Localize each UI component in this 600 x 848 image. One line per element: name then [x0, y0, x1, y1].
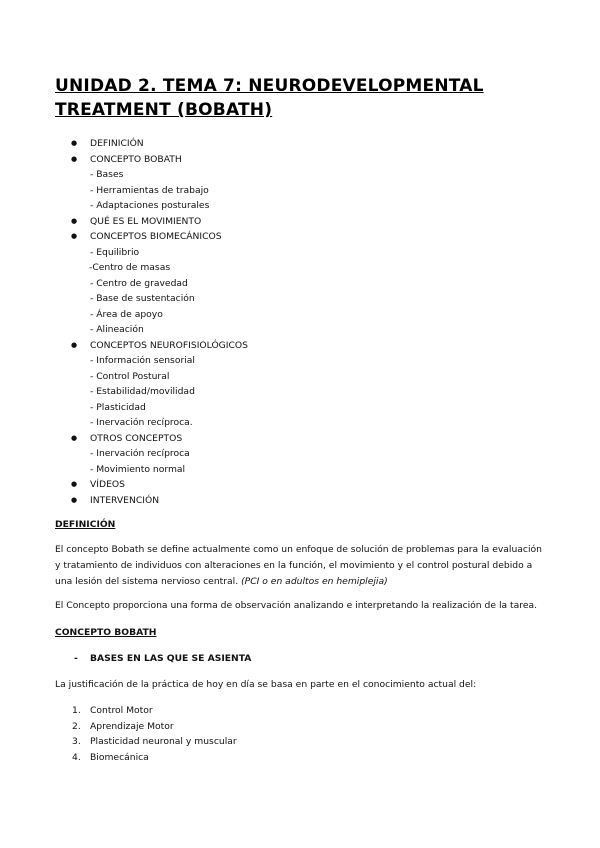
toc-sub-item: - Herramientas de trabajo	[90, 184, 209, 196]
list-item-text: Biomecánica	[90, 751, 149, 763]
toc-sub-item: - Control Postural	[90, 370, 170, 382]
toc-sub-item: - Área de apoyo	[90, 308, 163, 320]
list-item-number: 2.	[72, 720, 81, 732]
concepto-paragraph: El Concepto proporciona una forma de observación analizando e interpretando la realización de la tarea.	[55, 600, 538, 611]
toc-sub-item: -Centro de masas	[89, 262, 171, 273]
list-item	[0, 750, 237, 766]
definicion-italic-note: (PCI o en adultos en hemiplejia)	[241, 576, 388, 587]
definicion-paragraph	[55, 542, 545, 590]
list-item-text: Aprendizaje Motor	[90, 720, 174, 732]
toc-sub-item: - Adaptaciones posturales	[90, 200, 210, 211]
toc-bullet-item: ● CONCEPTOS BIOMECÁNICOS	[0, 229, 248, 245]
subheading-bases-text: BASES EN LAS QUE SE ASIENTA	[90, 653, 252, 664]
table-of-contents	[0, 136, 248, 508]
toc-bullet-item: ● CONCEPTOS NEUROFISIOLÓGICOS	[0, 338, 248, 354]
toc-sub-item: - Alineación	[90, 324, 144, 335]
list-item	[0, 719, 237, 735]
bases-intro-paragraph: La justificación de la práctica de hoy en día se basa en parte en el conocimiento actual del:	[55, 679, 477, 690]
toc-sub-item: - Centro de gravedad	[90, 277, 188, 289]
list-item-number: 4.	[72, 751, 81, 763]
toc-sub-item: - Plasticidad	[90, 401, 146, 413]
toc-sub-item: - Equilibrio	[90, 246, 140, 258]
list-item	[0, 734, 237, 750]
subheading-bases	[55, 652, 251, 666]
numbered-list	[0, 703, 237, 765]
toc-sub-item: - Bases	[90, 169, 124, 180]
toc-sub-item: - Inervación recíproca	[90, 448, 190, 459]
section-heading-definicion: DEFINICIÓN	[55, 519, 116, 530]
toc-bullet-item: ● OTROS CONCEPTOS	[0, 431, 248, 447]
toc-bullet-item: ● INTERVENCIÓN	[0, 493, 248, 509]
toc-bullet-item: ● DEFINICIÓN	[0, 136, 248, 152]
toc-sub-item: - Estabilidad/movilidad	[90, 386, 195, 397]
toc-bullet-item: ● VÍDEOS	[0, 477, 248, 493]
toc-sub-item: - Información sensorial	[90, 355, 195, 366]
list-item-text: Plasticidad neuronal y muscular	[90, 736, 237, 747]
subheading-dash: -	[74, 653, 78, 664]
section-heading-concepto-bobath: CONCEPTO BOBATH	[55, 627, 157, 638]
toc-sub-item: - Inervación recíproca.	[90, 417, 193, 428]
toc-bullet-item: ● CONCEPTO BOBATH	[0, 152, 248, 168]
definicion-text: El concepto Bobath se define actualmente como un enfoque de solución de problemas para la evaluación y tratamiento de individuos con alteraciones en la función, el movimiento y el control postural debido a una lesión del sistema nervioso central.	[55, 544, 542, 587]
list-item	[0, 703, 237, 719]
list-item-text: Control Motor	[90, 705, 153, 716]
toc-bullet-item: ● QUÉ ES EL MOVIMIENTO	[0, 214, 248, 230]
toc-sub-item: - Movimiento normal	[90, 463, 186, 475]
toc-sub-item: - Base de sustentación	[90, 293, 195, 304]
list-item-number: 1.	[72, 705, 81, 716]
list-item-number: 3.	[72, 736, 81, 747]
document-title: UNIDAD 2. TEMA 7: NEURODEVELOPMENTAL TREATMENT (BOBATH)	[55, 76, 484, 120]
